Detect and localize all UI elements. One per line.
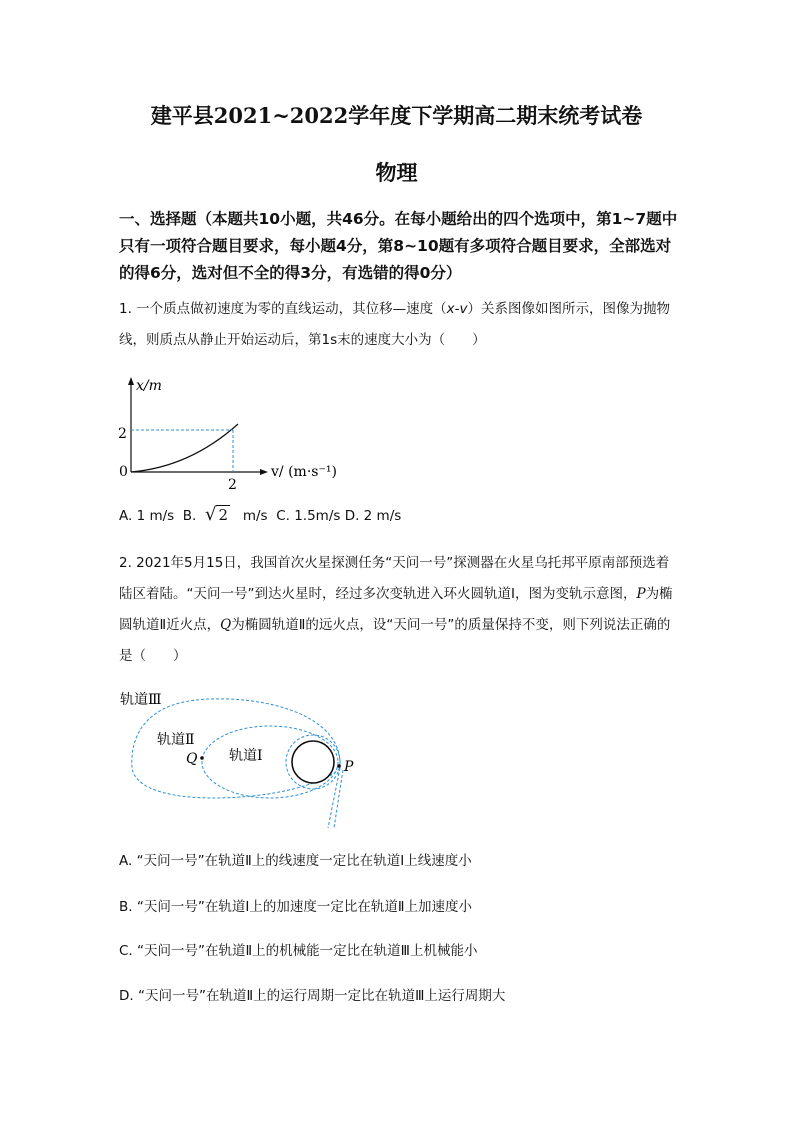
- q2-part-3: 为椭圆轨道Ⅱ的远火点，设“天问一号”的质量保持不变，则下列说法正确的是（ ）: [119, 617, 671, 664]
- y-axis-label: x/m: [136, 378, 162, 394]
- q1-options: [119, 505, 401, 526]
- x-axis-label: v/ (m·s⁻¹): [271, 464, 337, 480]
- q2-point-p: P: [636, 586, 646, 602]
- q2-option-d: D. “天问一号”在轨道Ⅱ上的运行周期一定比在轨道Ⅲ上运行周期大: [119, 988, 506, 1004]
- point-q-dot: [200, 756, 204, 760]
- orbit-diagram: [112, 680, 372, 830]
- q1-option-a: A. 1 m/s: [119, 508, 175, 524]
- q1-xv-graph: [110, 372, 350, 492]
- sqrt-symbol: √ 2: [204, 504, 228, 525]
- q1-variable: x-v: [446, 301, 468, 317]
- orbit-2-label: 轨道Ⅱ: [157, 732, 195, 748]
- q2-option-c: C. “天问一号”在轨道Ⅱ上的机械能一定比在轨道Ⅲ上机械能小: [119, 943, 478, 959]
- planet-mars: [292, 741, 334, 783]
- q1-option-c: C. 1.5m/s: [276, 508, 341, 524]
- orbit-1-label: 轨道Ⅰ: [229, 748, 263, 764]
- point-p-dot: [337, 764, 341, 768]
- parabola-curve: [131, 424, 238, 472]
- q1-option-d: D. 2 m/s: [344, 508, 402, 524]
- orbit-3-tail-1: [328, 768, 340, 828]
- orbit-3-tail-2: [334, 770, 343, 828]
- x-tick-label: 2: [228, 477, 237, 492]
- exam-title: 建平县2021~2022学年度下学期高二期末统考试卷: [150, 103, 643, 128]
- question-2-text: [119, 548, 679, 672]
- y-tick-label: 2: [118, 426, 127, 442]
- q2-option-b: B. “天问一号”在轨道Ⅰ上的加速度一定比在轨道Ⅱ上加速度小: [119, 899, 472, 915]
- q1-option-b-unit: m/s: [242, 508, 268, 524]
- q1-option-b-root: 2: [218, 506, 228, 524]
- y-axis-arrow: [128, 377, 134, 385]
- x-axis-arrow: [260, 469, 268, 475]
- q2-part-2: 为椭圆轨道Ⅱ近火点，: [119, 586, 673, 633]
- orbit-3-label: 轨道Ⅲ: [120, 692, 162, 708]
- origin-label: 0: [119, 464, 128, 480]
- q1-option-b-prefix: B.: [182, 508, 197, 524]
- q2-point-q: Q: [220, 617, 232, 633]
- section-instructions: 一、选择题（本题共10小题，共46分。在每小题给出的四个选项中，第1~7题中只有一项符合题目要求，每小题4分，第8~10题有多项符合题目要求，全部选对的得6分，选对但不全的得3分，有选错的得0分）: [119, 210, 678, 282]
- q1-text-before: 1. 一个质点做初速度为零的直线运动，其位移—速度（: [119, 301, 447, 317]
- q2-part-1: 2. 2021年5月15日，我国首次火星探测任务“天问一号”探测器在火星乌托邦平原南部预选着陆区着陆。“天问一号”到达火星时，经过多次变轨进入环火圆轨道Ⅰ，图为变轨示意图，: [119, 555, 670, 602]
- subject-title: 物理: [375, 160, 418, 185]
- q1-text-after: ）关系图像如图所示，图像为抛物线，则质点从静止开始运动后，第1s末的速度大小为（ ）: [119, 301, 671, 348]
- question-1-text: [119, 294, 679, 356]
- point-q-label: Q: [186, 751, 198, 767]
- point-p-label: P: [344, 759, 354, 775]
- q2-option-a: A. “天问一号”在轨道Ⅱ上的线速度一定比在轨道Ⅰ上线速度小: [119, 853, 472, 869]
